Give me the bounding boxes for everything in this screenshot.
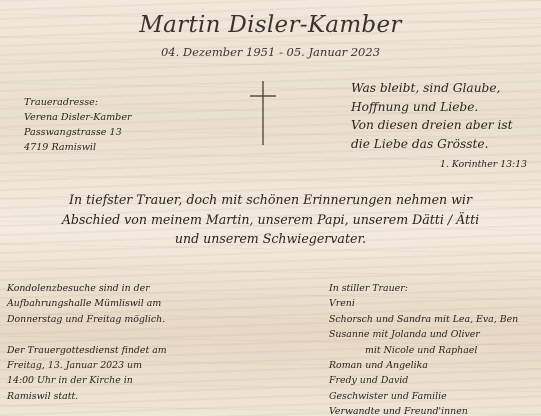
mourners-label: In stiller Trauer: [329, 283, 408, 294]
mourner-line: mit Nicole und Raphael [365, 344, 478, 356]
address-line: 4719 Ramiswil [24, 142, 97, 153]
address-line: Passwangstrasse 13 [24, 127, 122, 138]
address-label: Traueradresse: [24, 97, 99, 108]
quote-line: Hoffnung und Liebe. [351, 99, 479, 114]
bible-quote [351, 79, 513, 153]
announcement-line: und unserem Schwiegervater. [174, 231, 367, 246]
service-line: Der Trauergottesdienst findet am [7, 344, 167, 356]
announcement-line: Abschied von meinem Martin, unserem Papi, unserem Dätti / Ätti [61, 211, 480, 227]
visits-line: Donnerstag und Freitag möglich. [7, 313, 166, 325]
mourner-line: Verwandte und Freund'innen [329, 406, 468, 416]
mourner-line: Susanne mit Jolanda und Oliver [329, 329, 480, 341]
mourners-list [329, 281, 518, 416]
visits-line: Aufbahrungshalle Mümliswil am [7, 298, 162, 310]
mourner-line: Vreni [329, 298, 355, 310]
service-line: Ramiswil statt. [7, 390, 79, 402]
mourner-line: Schorsch und Sandra mit Lea, Eva, Ben [329, 313, 519, 325]
cross-icon [249, 80, 277, 146]
service-line: Freitag, 13. Januar 2023 um [7, 360, 142, 372]
quote-line: die Liebe das Grösste. [351, 136, 489, 151]
service-line: 14:00 Uhr in der Kirche in [7, 375, 133, 387]
quote-line: Was bleibt, sind Glaube, [351, 81, 501, 95]
funeral-info [7, 281, 167, 404]
address-line: Verena Disler-Kamber [24, 112, 132, 123]
life-dates: 04. Dezember 1951 - 05. Januar 2023 [160, 45, 381, 59]
mourning-address [24, 95, 132, 155]
mourner-line: Roman und Angelika [329, 360, 428, 372]
visits-line: Kondolenzbesuche sind in der [7, 283, 150, 294]
mourner-line: Geschwister und Familie [329, 390, 447, 402]
announcement-text [0, 190, 541, 249]
mourner-line: Fredy und David [329, 375, 409, 387]
announcement-line: In tiefster Trauer, doch mit schönen Erinnerungen nehmen wir [69, 192, 472, 207]
quote-reference: 1. Korinther 13:13 [440, 159, 527, 170]
deceased-name: Martin Disler-Kamber [139, 12, 402, 38]
quote-line: Von diesen dreien aber ist [351, 118, 513, 132]
